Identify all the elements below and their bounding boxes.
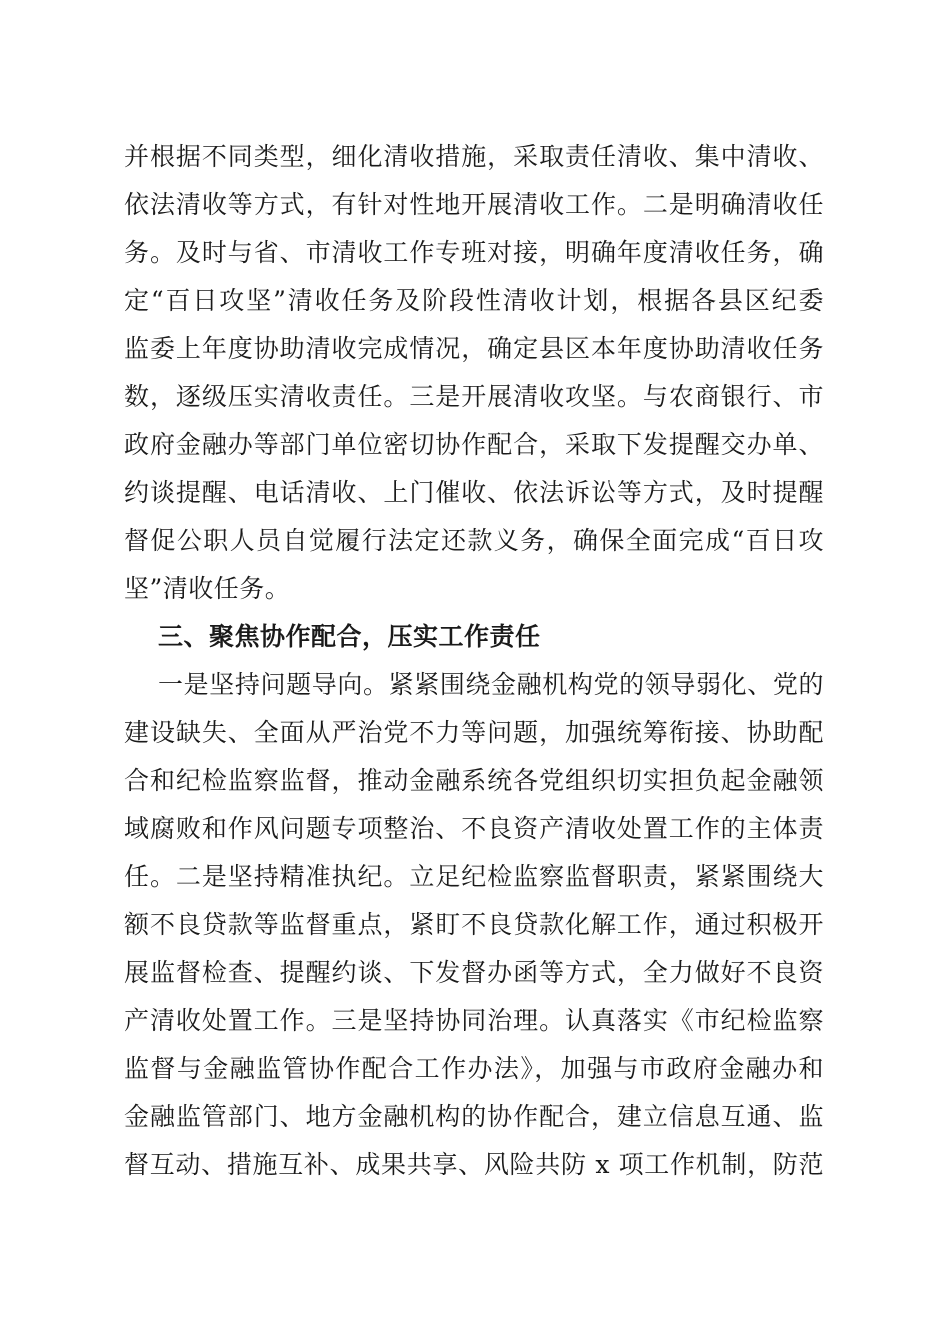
paragraph-1-line-8: 约谈提醒、电话清收、上门催收、依法诉讼等方式，及时提醒: [124, 478, 824, 507]
paragraph-2-line-1: 一是坚持问题导向。紧紧围绕金融机构党的领导弱化、党的: [158, 670, 824, 699]
paragraph-1-line-3: 务。及时与省、市清收工作专班对接，明确年度清收任务，确: [124, 238, 824, 267]
paragraph-2-line-11: 督互动、措施互补、成果共享、风险共防 x 项工作机制，防范: [124, 1150, 824, 1179]
paragraph-1-line-9: 督促公职人员自觉履行法定还款义务，确保全面完成“百日攻: [124, 526, 824, 555]
paragraph-2-line-9: 监督与金融监管协作配合工作办法》，加强与市政府金融办和: [124, 1054, 824, 1083]
paragraph-1-line-6: 数，逐级压实清收责任。三是开展清收攻坚。与农商银行、市: [124, 382, 824, 411]
paragraph-1-line-10: 坚”清收任务。: [124, 574, 291, 603]
section-heading: 三、聚焦协作配合，压实工作责任: [158, 622, 541, 651]
paragraph-2-line-10: 金融监管部门、地方金融机构的协作配合，建立信息互通、监: [124, 1102, 824, 1131]
paragraph-1-line-5: 监委上年度协助清收完成情况，确定县区本年度协助清收任务: [124, 334, 824, 363]
paragraph-2-line-3: 合和纪检监察监督，推动金融系统各党组织切实担负起金融领: [124, 766, 824, 795]
paragraph-2-line-7: 展监督检查、提醒约谈、下发督办函等方式，全力做好不良资: [124, 958, 824, 987]
paragraph-2-line-2: 建设缺失、全面从严治党不力等问题，加强统筹衔接、协助配: [124, 718, 824, 747]
paragraph-1-line-7: 政府金融办等部门单位密切协作配合，采取下发提醒交办单、: [124, 430, 824, 459]
paragraph-2-line-4: 域腐败和作风问题专项整治、不良资产清收处置工作的主体责: [124, 814, 824, 843]
paragraph-1-line-1: 并根据不同类型，细化清收措施，采取责任清收、集中清收、: [124, 142, 824, 171]
paragraph-1-line-4: 定“百日攻坚”清收任务及阶段性清收计划，根据各县区纪委: [124, 286, 824, 315]
paragraph-2-line-6: 额不良贷款等监督重点，紧盯不良贷款化解工作，通过积极开: [124, 910, 824, 939]
paragraph-2-line-8: 产清收处置工作。三是坚持协同治理。认真落实《市纪检监察: [124, 1006, 824, 1035]
paragraph-2-line-5: 任。二是坚持精准执纪。立足纪检监察监督职责，紧紧围绕大: [124, 862, 824, 891]
paragraph-1-line-2: 依法清收等方式，有针对性地开展清收工作。二是明确清收任: [124, 190, 824, 219]
